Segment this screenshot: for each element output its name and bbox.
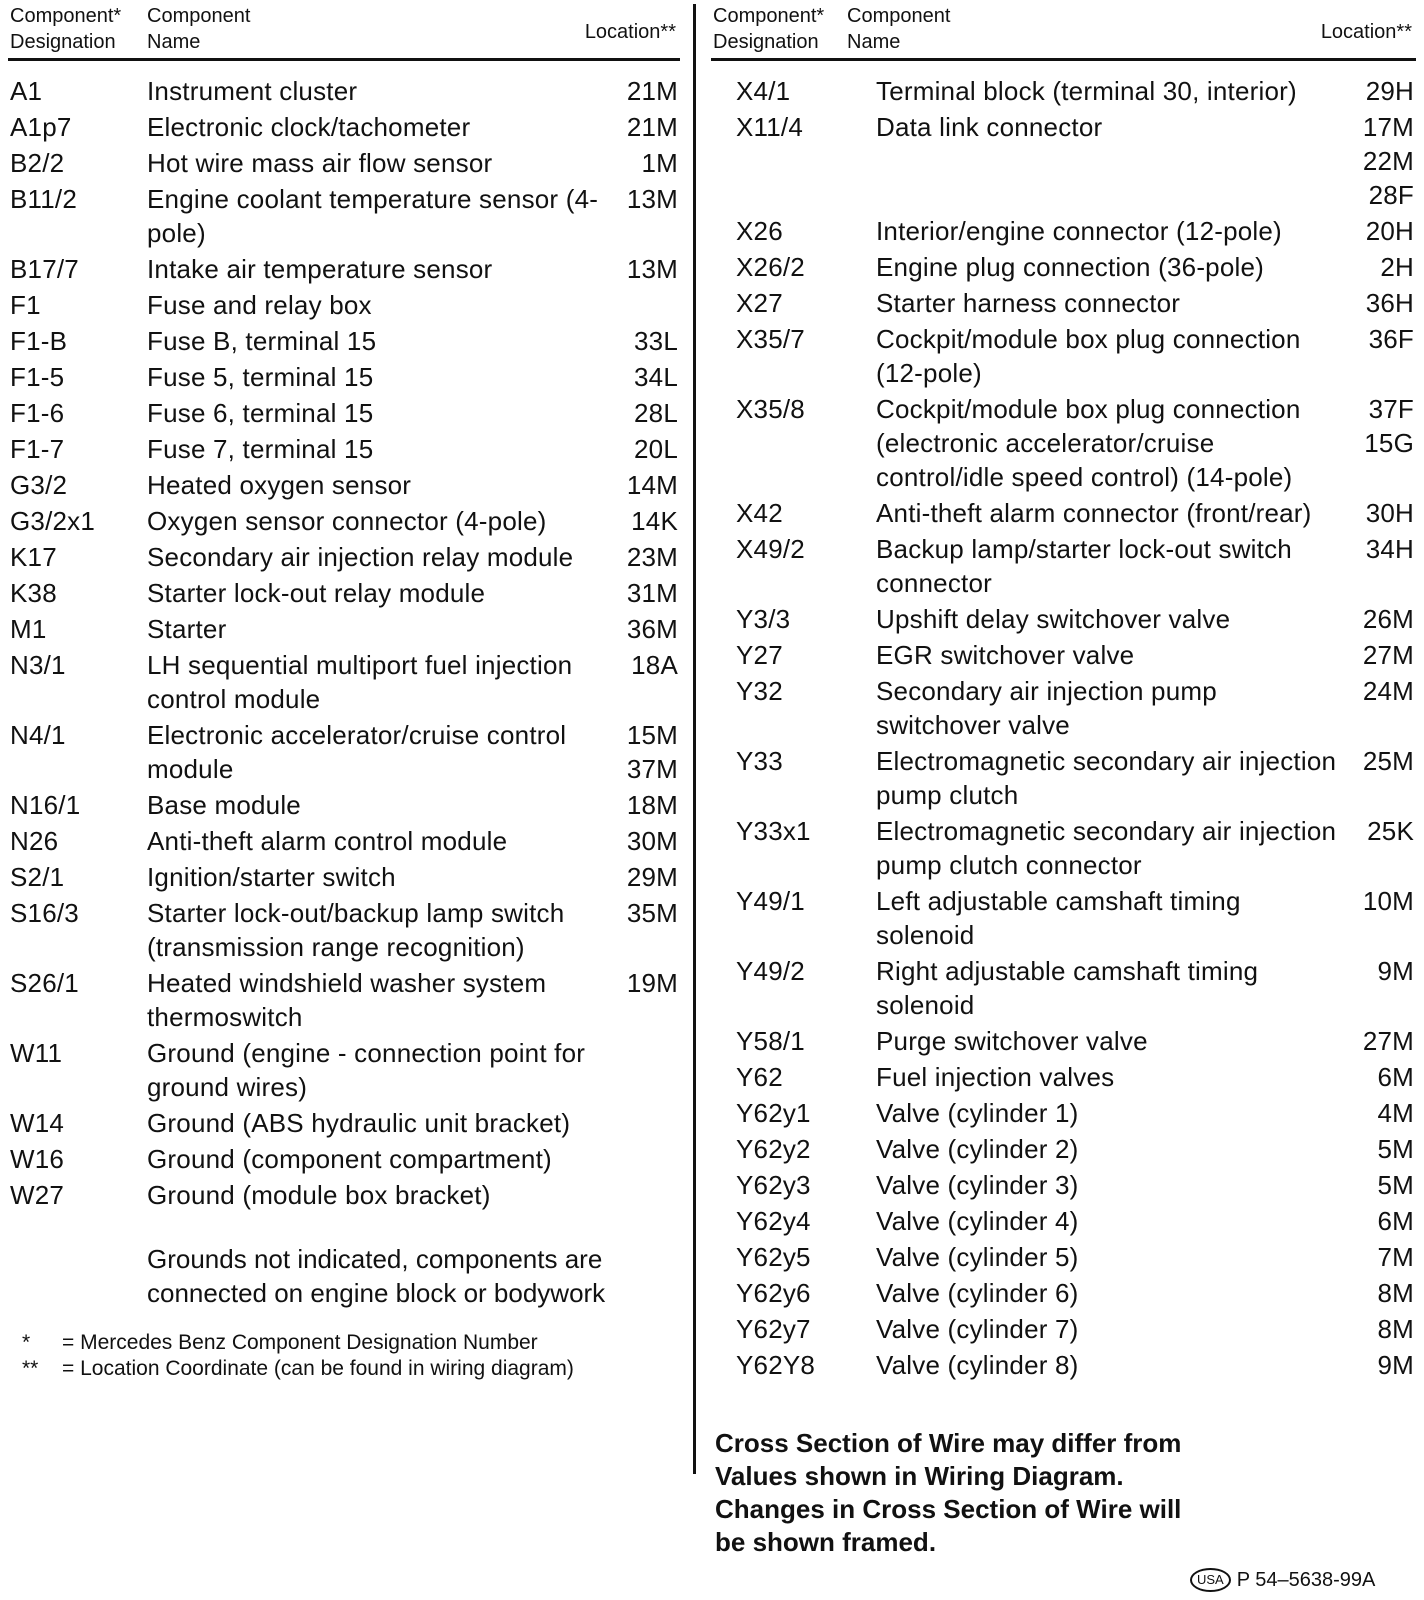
component-designation: Y62y4 — [736, 1206, 811, 1236]
component-designation: Y49/1 — [736, 886, 805, 916]
table-row — [8, 576, 680, 610]
component-location: 15M 37M — [626, 720, 678, 784]
header-location: Location** — [584, 21, 676, 43]
component-name: Starter lock-out/backup lamp switch (transmission range recognition) — [147, 898, 565, 962]
table-row — [8, 110, 680, 144]
table-row — [711, 532, 1416, 600]
table-row — [711, 1096, 1416, 1130]
component-name: Valve (cylinder 6) — [876, 1278, 1079, 1308]
component-location: 29H — [1365, 76, 1414, 106]
component-designation: Y62y2 — [736, 1134, 811, 1164]
component-name: Heated oxygen sensor — [147, 470, 412, 500]
component-name: Instrument cluster — [147, 76, 358, 106]
component-name: Starter lock-out relay module — [147, 578, 486, 608]
component-name: Valve (cylinder 3) — [876, 1170, 1079, 1200]
component-name: Anti-theft alarm connector (front/rear) — [876, 498, 1312, 528]
component-name: Cockpit/module box plug connection (12-pole) — [876, 324, 1301, 388]
component-location: 18A — [631, 650, 678, 680]
component-designation: M1 — [10, 614, 47, 644]
table-row — [711, 602, 1416, 636]
table-row — [711, 814, 1416, 882]
component-designation: X27 — [736, 288, 783, 318]
table-row — [8, 612, 680, 646]
table-row — [711, 110, 1416, 212]
component-name: Heated windshield washer system thermoswitch — [147, 968, 547, 1032]
component-designation: N26 — [10, 826, 59, 856]
component-location: 19M — [626, 968, 678, 998]
component-designation: B11/2 — [10, 184, 78, 214]
component-designation: F1-5 — [10, 362, 65, 392]
table-row — [711, 1168, 1416, 1202]
component-location: 26M — [1362, 604, 1414, 634]
table-row — [711, 1204, 1416, 1238]
table-row — [8, 824, 680, 858]
footnote-text: = Location Coordinate (can be found in wiring diagram) — [62, 1357, 574, 1380]
component-designation: Y62y6 — [736, 1278, 811, 1308]
component-name: Data link connector — [876, 112, 1103, 142]
component-location: 29M — [626, 862, 678, 892]
component-location: 36M — [626, 614, 678, 644]
component-name: Backup lamp/starter lock-out switch connector — [876, 534, 1292, 598]
component-location: 5M — [1377, 1170, 1414, 1200]
component-location: 6M — [1377, 1062, 1414, 1092]
component-name: Terminal block (terminal 30, interior) — [876, 76, 1297, 106]
table-row — [711, 638, 1416, 672]
component-location — [608, 1142, 680, 1176]
component-location — [608, 1036, 680, 1104]
component-designation: Y32 — [736, 676, 783, 706]
component-name: Valve (cylinder 4) — [876, 1206, 1079, 1236]
component-location: 2H — [1380, 252, 1414, 282]
component-name: Ground (ABS hydraulic unit bracket) — [147, 1108, 571, 1138]
component-name: Fuel injection valves — [876, 1062, 1115, 1092]
component-designation: Y62Y8 — [736, 1350, 816, 1380]
table-row — [711, 214, 1416, 248]
component-location: 27M — [1362, 1026, 1414, 1056]
component-designation: X26 — [736, 216, 783, 246]
component-location: 7M — [1377, 1242, 1414, 1272]
component-location — [608, 288, 680, 322]
component-name: Anti-theft alarm control module — [147, 826, 508, 856]
table-row — [8, 182, 680, 250]
component-designation: B17/7 — [10, 254, 79, 284]
component-name: Base module — [147, 790, 301, 820]
component-location: 14K — [631, 506, 678, 536]
component-designation: X4/1 — [736, 76, 791, 106]
component-location: 34L — [634, 362, 678, 392]
component-designation: Y58/1 — [736, 1026, 805, 1056]
column-divider — [693, 4, 696, 1474]
component-location: 1M — [641, 148, 678, 178]
table-row — [711, 884, 1416, 952]
component-name: Electronic clock/tachometer — [147, 112, 471, 142]
component-location — [608, 1106, 680, 1140]
header-name-line-2: Name — [147, 31, 201, 53]
component-name: Electronic accelerator/cruise control module — [147, 720, 567, 784]
component-designation: X26/2 — [736, 252, 805, 282]
table-row — [8, 1142, 680, 1176]
component-name: Upshift delay switchover valve — [876, 604, 1231, 634]
component-location: 13M — [626, 254, 678, 284]
component-location: 36F — [1368, 324, 1414, 354]
component-name: Ground (component compartment) — [147, 1144, 552, 1174]
component-location: 25K — [1367, 816, 1414, 846]
component-designation: W11 — [10, 1038, 63, 1068]
component-location: 36H — [1365, 288, 1414, 318]
component-location: 24M — [1362, 676, 1414, 706]
table-row — [8, 896, 680, 964]
component-name: Purge switchover valve — [876, 1026, 1148, 1056]
table-row — [8, 860, 680, 894]
header-name — [147, 3, 250, 55]
table-row — [711, 674, 1416, 742]
header-name-line-2: Name — [847, 31, 901, 53]
table-row — [8, 396, 680, 430]
table-row — [8, 1106, 680, 1140]
table-row — [711, 286, 1416, 320]
component-name: Valve (cylinder 8) — [876, 1350, 1079, 1380]
footnote-mark: ** — [22, 1357, 39, 1380]
component-name: Ignition/starter switch — [147, 862, 396, 892]
component-location: 28L — [634, 398, 678, 428]
table-row — [711, 1132, 1416, 1166]
component-designation: Y62y5 — [736, 1242, 811, 1272]
document-reference — [1190, 1568, 1375, 1592]
component-designation: X11/4 — [736, 112, 804, 142]
component-name: Secondary air injection relay module — [147, 542, 574, 572]
component-location: 33L — [634, 326, 678, 356]
header-designation — [713, 3, 848, 55]
table-row — [8, 468, 680, 502]
component-designation: W27 — [10, 1180, 65, 1210]
footnote-text: = Mercedes Benz Component Designation Number — [62, 1331, 538, 1354]
component-designation: W16 — [10, 1144, 65, 1174]
header-name-line-1: Component — [847, 5, 951, 27]
table-row — [8, 718, 680, 786]
component-name: EGR switchover valve — [876, 640, 1135, 670]
footnotes — [8, 1330, 680, 1382]
left-table — [8, 0, 680, 1382]
cross-section-note-line: Changes in Cross Section of Wire will be shown framed. — [715, 1494, 1182, 1557]
table-row — [711, 1060, 1416, 1094]
component-location: 23M — [626, 542, 678, 572]
component-location: 20L — [634, 434, 678, 464]
header-name — [847, 3, 950, 55]
component-location: 9M — [1377, 956, 1414, 986]
table-row — [711, 74, 1416, 108]
component-designation: X49/2 — [736, 534, 805, 564]
table-row — [8, 1036, 680, 1104]
component-location: 18M — [626, 790, 678, 820]
component-name: Fuse 5, terminal 15 — [147, 362, 374, 392]
document-number: P 54–5638-99A — [1236, 1568, 1376, 1591]
component-name: Valve (cylinder 2) — [876, 1134, 1079, 1164]
component-location: 21M — [626, 76, 678, 106]
component-designation: Y27 — [736, 640, 783, 670]
table-row — [711, 392, 1416, 494]
component-location: 8M — [1377, 1314, 1414, 1344]
component-designation: Y3/3 — [736, 604, 791, 634]
component-name: Secondary air injection pump switchover valve — [876, 676, 1217, 740]
component-location: 4M — [1377, 1098, 1414, 1128]
header-designation-line-1: Component* — [10, 5, 122, 27]
table-row — [8, 74, 680, 108]
component-name: Ground (module box bracket) — [147, 1180, 491, 1210]
component-designation: F1 — [10, 290, 41, 320]
component-location: 27M — [1362, 640, 1414, 670]
component-name: Ground (engine - connection point for ground wires) — [147, 1038, 586, 1102]
component-designation: N4/1 — [10, 720, 66, 750]
component-name: Left adjustable camshaft timing solenoid — [876, 886, 1241, 950]
component-designation: N3/1 — [10, 650, 66, 680]
cross-section-note-line: Cross Section of Wire may differ from Values shown in Wiring Diagram. — [715, 1428, 1182, 1491]
table-row — [711, 744, 1416, 812]
table-row — [711, 1348, 1416, 1382]
table-row — [8, 788, 680, 822]
table-row — [8, 360, 680, 394]
component-name: Hot wire mass air flow sensor — [147, 148, 493, 178]
component-name: Right adjustable camshaft timing solenoid — [876, 956, 1259, 1020]
right-table-header — [711, 0, 1416, 61]
component-designation: X35/8 — [736, 394, 805, 424]
component-name: Valve (cylinder 5) — [876, 1242, 1079, 1272]
component-name: Cockpit/module box plug connection (electronic accelerator/cruise control/idle speed control) (14-pole) — [876, 394, 1301, 492]
component-location: 25M — [1362, 746, 1414, 776]
component-name: Electromagnetic secondary air injection pump clutch connector — [876, 816, 1337, 880]
table-row — [711, 1240, 1416, 1274]
component-designation: G3/2x1 — [10, 506, 96, 536]
header-name-line-1: Component — [147, 5, 251, 27]
grounds-note: Grounds not indicated, components are connected on engine block or bodywork — [147, 1244, 606, 1308]
component-name: Starter — [147, 614, 227, 644]
table-row — [711, 496, 1416, 530]
component-designation: Y62y7 — [736, 1314, 811, 1344]
component-name: Starter harness connector — [876, 288, 1181, 318]
header-designation — [10, 3, 145, 55]
component-name: Electromagnetic secondary air injection pump clutch — [876, 746, 1337, 810]
component-name: Intake air temperature sensor — [147, 254, 493, 284]
table-row — [8, 324, 680, 358]
component-designation: S16/3 — [10, 898, 79, 928]
footnote-mark: * — [22, 1331, 31, 1354]
component-location: 37F 15G — [1364, 394, 1414, 458]
component-designation: F1-6 — [10, 398, 65, 428]
component-designation: K17 — [10, 542, 57, 572]
component-location: 5M — [1377, 1134, 1414, 1164]
component-name: Engine coolant temperature sensor (4-pole) — [147, 184, 599, 248]
component-designation: G3/2 — [10, 470, 68, 500]
component-designation: B2/2 — [10, 148, 65, 178]
component-designation: X35/7 — [736, 324, 805, 354]
component-location: 10M — [1362, 886, 1414, 916]
footnote — [22, 1330, 680, 1356]
component-location: 13M — [626, 184, 678, 214]
right-table-rows — [711, 61, 1416, 1382]
right-table — [711, 0, 1416, 1559]
component-name: Valve (cylinder 7) — [876, 1314, 1079, 1344]
component-designation: N16/1 — [10, 790, 81, 820]
component-designation: K38 — [10, 578, 57, 608]
component-location: 14M — [626, 470, 678, 500]
header-designation-line-2: Designation — [10, 31, 116, 53]
table-row — [8, 1178, 680, 1212]
component-location: 34H — [1365, 534, 1414, 564]
table-row — [8, 504, 680, 538]
table-row — [711, 1276, 1416, 1310]
component-designation: S26/1 — [10, 968, 79, 998]
table-row — [8, 432, 680, 466]
component-designation: A1p7 — [10, 112, 72, 142]
table-row — [711, 322, 1416, 390]
table-row — [711, 1312, 1416, 1346]
component-designation: Y62y3 — [736, 1170, 811, 1200]
component-designation: F1-B — [10, 326, 68, 356]
component-location: 31M — [626, 578, 678, 608]
component-location: 9M — [1377, 1350, 1414, 1380]
table-row — [8, 146, 680, 180]
component-location: 21M — [626, 112, 678, 142]
component-location — [608, 1178, 680, 1212]
component-designation: Y33 — [736, 746, 783, 776]
left-table-rows — [8, 61, 680, 1212]
left-table-header — [8, 0, 680, 61]
usa-seal-icon: USA — [1190, 1568, 1231, 1592]
header-designation-line-1: Component* — [713, 5, 825, 27]
component-name: LH sequential multiport fuel injection control module — [147, 650, 573, 714]
table-row — [8, 288, 680, 322]
component-name: Fuse and relay box — [147, 290, 372, 320]
component-name: Oxygen sensor connector (4-pole) — [147, 506, 547, 536]
component-designation: Y49/2 — [736, 956, 805, 986]
component-name: Fuse 7, terminal 15 — [147, 434, 374, 464]
cross-section-note — [711, 1427, 1195, 1559]
component-location: 17M 22M 28F — [1362, 112, 1414, 210]
component-designation: S2/1 — [10, 862, 65, 892]
component-designation: Y62 — [736, 1062, 783, 1092]
component-location: 20H — [1365, 216, 1414, 246]
table-row — [8, 966, 680, 1034]
component-name: Valve (cylinder 1) — [876, 1098, 1079, 1128]
component-designation: Y62y1 — [736, 1098, 811, 1128]
component-location: 6M — [1377, 1206, 1414, 1236]
table-row — [711, 250, 1416, 284]
footnote — [22, 1356, 680, 1382]
component-location: 35M — [626, 898, 678, 928]
header-location: Location** — [1320, 21, 1412, 43]
component-designation: A1 — [10, 76, 43, 106]
table-row — [8, 648, 680, 716]
header-designation-line-2: Designation — [713, 31, 819, 53]
table-row — [711, 1024, 1416, 1058]
component-name: Engine plug connection (36-pole) — [876, 252, 1264, 282]
component-location: 8M — [1377, 1278, 1414, 1308]
component-designation: X42 — [736, 498, 783, 528]
component-name: Fuse B, terminal 15 — [147, 326, 377, 356]
table-row — [8, 252, 680, 286]
table-row — [8, 540, 680, 574]
component-location: 30H — [1365, 498, 1414, 528]
component-designation: W14 — [10, 1108, 65, 1138]
component-name: Interior/engine connector (12-pole) — [876, 216, 1282, 246]
component-name: Fuse 6, terminal 15 — [147, 398, 374, 428]
component-location: 30M — [626, 826, 678, 856]
component-designation: F1-7 — [10, 434, 65, 464]
component-designation: Y33x1 — [736, 816, 811, 846]
table-row — [711, 954, 1416, 1022]
